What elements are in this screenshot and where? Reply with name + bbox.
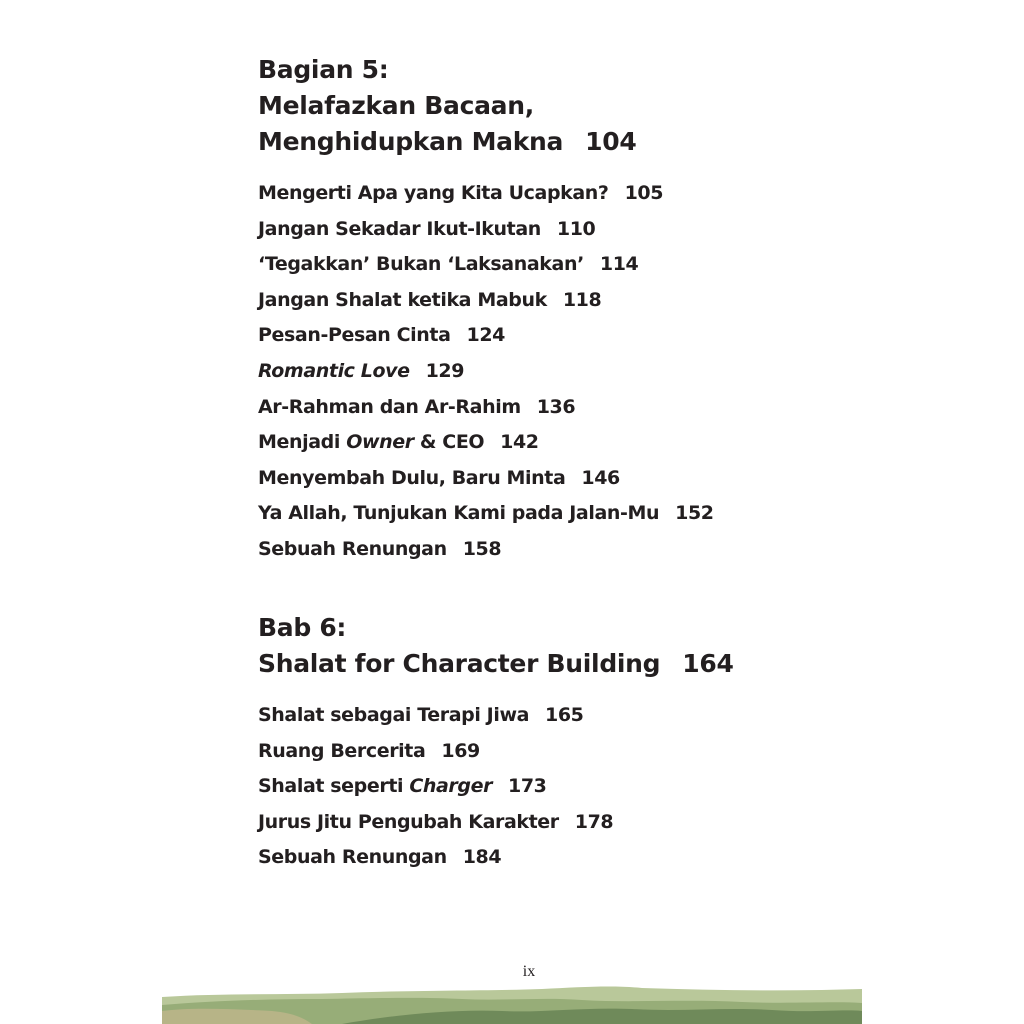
toc-entry-page-number: 158 (462, 537, 502, 560)
page-folio: ix (522, 963, 536, 980)
toc-entry (258, 840, 613, 876)
section-page-number: 164 (682, 649, 734, 678)
toc-entry (258, 805, 613, 841)
toc-entry-page-number: 114 (599, 253, 639, 276)
toc-entry-title-part: Menyembah Dulu, Baru Minta (258, 466, 566, 489)
toc-entry-page-number: 173 (508, 775, 547, 798)
toc-entry-page-number: 146 (581, 466, 620, 489)
toc-entry (258, 318, 714, 354)
section-title-line (258, 124, 636, 160)
toc-entry-title-part: Ruang Bercerita (258, 739, 426, 762)
entry-list-bab-6 (258, 698, 613, 876)
toc-entry-title-part: Ya Allah, Tunjukan Kami pada Jalan-Mu (258, 502, 660, 525)
toc-entry-title-part: Sebuah Renungan (258, 846, 447, 869)
toc-entry (258, 283, 714, 319)
toc-entry (258, 354, 714, 390)
toc-entry (258, 247, 714, 283)
toc-entry (258, 176, 714, 212)
toc-entry (258, 734, 613, 770)
toc-entry-title-part: Charger (409, 775, 493, 798)
toc-entry-title-part: Mengerti Apa yang Kita Ucapkan? (258, 182, 609, 204)
toc-entry-page-number: 178 (574, 810, 614, 833)
toc-entry (258, 390, 714, 426)
entry-list-part-5 (258, 176, 714, 568)
toc-entry-page-number: 184 (462, 846, 502, 869)
toc-entry-page-number: 105 (624, 182, 664, 204)
section-title-line (258, 646, 734, 682)
toc-entry (258, 496, 714, 532)
toc-entry (258, 425, 714, 461)
toc-entry-page-number: 142 (500, 431, 539, 454)
toc-entry-title-part: Owner (346, 431, 414, 454)
toc-entry-title-part: Sebuah Renungan (258, 537, 447, 560)
toc-entry-page-number: 165 (545, 704, 584, 726)
toc-entry-title-part: Jurus Jitu Pengubah Karakter (258, 810, 559, 833)
toc-entry-title-part: Menjadi (258, 431, 347, 454)
section-heading-part-5 (258, 52, 636, 160)
toc-entry-page-number: 169 (441, 739, 480, 762)
toc-entry (258, 461, 714, 497)
section-title-line: Melafazkan Bacaan, (258, 91, 534, 120)
toc-entry-page-number: 110 (556, 217, 596, 240)
toc-entry-page-number: 136 (536, 395, 576, 418)
toc-entry-title-part: Jangan Sekadar Ikut-Ikutan (258, 217, 541, 240)
section-page-number: 104 (585, 127, 637, 156)
toc-entry-title-part: & CEO (413, 431, 485, 454)
toc-entry-title-part: Ar-Rahman dan Ar-Rahim (258, 395, 521, 418)
toc-entry-page-number: 152 (675, 502, 714, 525)
section-label: Bab 6: (258, 613, 347, 642)
toc-entry (258, 769, 613, 805)
toc-entry-title-part: Pesan-Pesan Cinta (258, 324, 451, 347)
section-title-text: Shalat for Character Building (258, 649, 661, 678)
toc-entry-title-part: Shalat sebagai Terapi Jiwa (258, 704, 530, 726)
toc-entry (258, 532, 714, 568)
toc-entry-title-part: Shalat seperti (258, 775, 410, 798)
section-title-text: Menghidupkan Makna (258, 127, 564, 156)
landscape-hills-decoration (162, 985, 862, 1024)
toc-entry-title-part: Romantic Love (258, 359, 410, 382)
section-label: Bagian 5: (258, 55, 389, 84)
toc-entry-title-part: ‘Tegakkan’ Bukan ‘Laksanakan’ (258, 253, 584, 276)
toc-entry-page-number: 124 (466, 324, 505, 347)
toc-entry (258, 698, 613, 734)
section-heading-bab-6 (258, 610, 734, 682)
toc-entry (258, 212, 714, 248)
toc-entry-page-number: 118 (562, 288, 602, 311)
toc-entry-page-number: 129 (425, 359, 465, 382)
toc-entry-title-part: Jangan Shalat ketika Mabuk (258, 288, 547, 311)
